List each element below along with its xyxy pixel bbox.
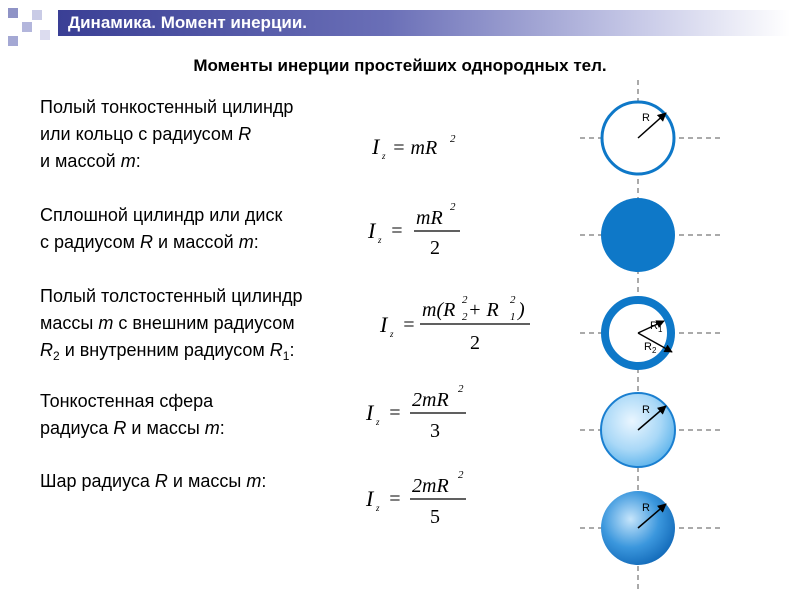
formula-eq: =: [402, 314, 416, 336]
var-r: R: [113, 418, 127, 438]
desc-text: и массой: [152, 232, 239, 252]
desc-text: и массой: [40, 151, 121, 171]
desc-line: [40, 468, 266, 495]
header-deco-square: [40, 30, 50, 40]
desc-line: Полый толстостенный цилиндр: [40, 286, 303, 306]
bodies-diagram: [560, 80, 780, 590]
var-m: m: [246, 471, 262, 491]
desc-thin-sphere: [40, 388, 225, 442]
desc-line: Сплошной цилиндр или диск: [40, 205, 283, 225]
var-m: m: [120, 151, 136, 171]
var-r2: R: [40, 340, 53, 360]
var-r2-sub: 2: [53, 349, 60, 363]
desc-line: [40, 310, 303, 337]
desc-text: и массы: [167, 471, 247, 491]
formula-sub: z: [382, 151, 386, 161]
title-bar: [58, 10, 790, 36]
radius-label: R: [642, 112, 650, 124]
thin-ring-body: [580, 102, 720, 174]
header-deco-square: [8, 8, 18, 18]
desc-line: [40, 337, 303, 370]
var-r: R: [154, 471, 168, 491]
formula-num-b: + R: [468, 299, 499, 321]
formula-exp: 2: [510, 294, 516, 306]
desc-text: массы: [40, 313, 99, 333]
desc-solid-cylinder: [40, 202, 282, 256]
formula-den: 2: [430, 237, 440, 259]
desc-line: [40, 229, 282, 256]
formula-lhs: I: [380, 312, 388, 337]
desc-text: с внешним радиусом: [113, 313, 295, 333]
header-deco-square: [22, 22, 32, 32]
header-deco-square: [32, 10, 42, 20]
formula-eq: =: [388, 488, 402, 510]
formula-thin-cylinder: [368, 128, 468, 164]
formula-exp: 2: [450, 133, 456, 145]
desc-text: Шар радиуса: [40, 471, 155, 491]
formula-exp: 2: [462, 294, 468, 306]
formula-lhs: I: [366, 486, 374, 511]
desc-line: [40, 415, 225, 442]
thin-sphere-body: [580, 393, 720, 467]
formula-lhs: I: [372, 134, 380, 159]
formula-num: 2mR: [412, 389, 449, 411]
formula-num: mR: [416, 207, 443, 229]
desc-thick-cylinder: [40, 283, 303, 370]
formula-exp: 2: [458, 383, 464, 395]
desc-line: [40, 121, 293, 148]
formula-solid-cylinder: [364, 198, 474, 260]
outer-radius-label: $R_2$: [644, 341, 657, 355]
formula-num: 2mR: [412, 475, 449, 497]
desc-colon: :: [289, 340, 295, 360]
var-r1: R: [269, 340, 283, 360]
desc-line: Полый тонкостенный цилиндр: [40, 97, 294, 117]
page-title: Динамика. Момент инерции.: [68, 13, 308, 32]
solid-ball-body: [580, 491, 720, 565]
desc-text: или кольцо с радиусом: [40, 124, 239, 144]
desc-colon: :: [135, 151, 141, 171]
formula-sub: z: [378, 235, 382, 245]
formula-num-c: ): [518, 299, 525, 321]
var-m: m: [204, 418, 220, 438]
formula-thin-sphere: [362, 380, 482, 442]
desc-colon: :: [219, 418, 225, 438]
formula-num-a: m(R: [422, 299, 456, 321]
var-m: m: [238, 232, 254, 252]
formula-sub: z: [376, 503, 380, 513]
formula-thick-cylinder: [376, 290, 546, 356]
desc-text: и массы: [126, 418, 205, 438]
var-r: R: [238, 124, 252, 144]
formula-exp: 2: [458, 469, 464, 481]
formula-eq: =: [390, 220, 404, 242]
formula-den: 5: [430, 506, 440, 528]
desc-solid-ball: [40, 468, 266, 495]
solid-disk-body: [580, 198, 720, 272]
desc-text: радиуса: [40, 418, 114, 438]
thick-ring-body: [580, 300, 720, 366]
var-r: R: [139, 232, 153, 252]
desc-colon: :: [253, 232, 259, 252]
desc-colon: :: [261, 471, 267, 491]
var-m: m: [98, 313, 114, 333]
var-r1-sub: 1: [282, 349, 290, 363]
radius-label: R: [642, 502, 650, 514]
slide-subtitle: Моменты инерции простейших однородных тел.: [193, 56, 607, 75]
inner-radius-label: $R_1$: [650, 320, 663, 334]
solid-disk-circle: [601, 198, 675, 272]
desc-text: и внутренним радиусом: [59, 340, 270, 360]
formula-den: 3: [430, 420, 440, 442]
formula-eq: =: [388, 402, 402, 424]
desc-line: Тонкостенная сфера: [40, 391, 214, 411]
radius-label: R: [642, 404, 650, 416]
formula-sub: z: [390, 329, 394, 339]
desc-thin-cylinder: [40, 94, 293, 175]
formula-sub-r1: 1: [510, 311, 516, 323]
header-deco-square: [8, 36, 18, 46]
formula-lhs: I: [368, 218, 376, 243]
formula-lhs: I: [366, 400, 374, 425]
formula-rhs: = mR: [392, 137, 438, 159]
formula-exp: 2: [450, 201, 456, 213]
desc-text: с радиусом: [40, 232, 140, 252]
desc-line: [40, 148, 293, 175]
formula-solid-ball: [362, 466, 482, 528]
formula-sub: z: [376, 417, 380, 427]
formula-sub-r2: 2: [462, 311, 468, 323]
formula-den: 2: [470, 332, 480, 354]
